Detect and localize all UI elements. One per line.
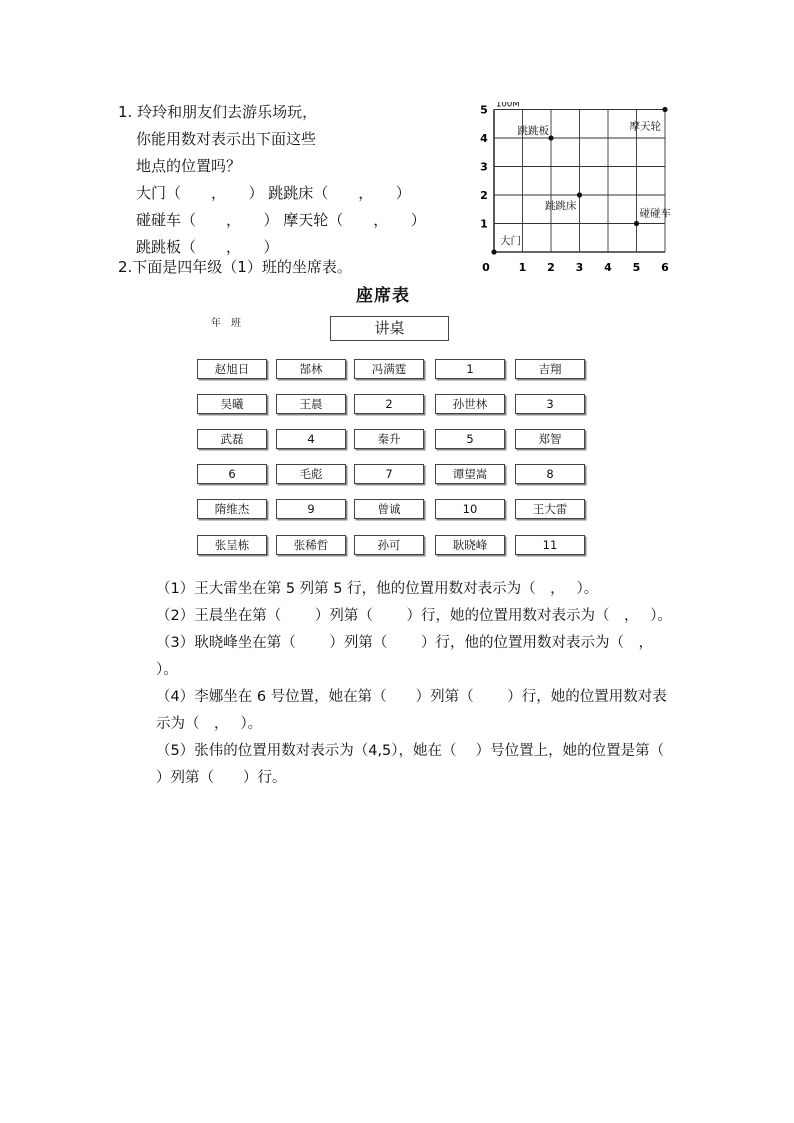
place-point	[577, 192, 582, 197]
seat-cell: 11	[515, 535, 585, 555]
place-label: 跳跳床	[545, 200, 577, 212]
x-tick-label: 6	[661, 261, 669, 274]
seat-cell: 5	[435, 429, 505, 449]
seat-chart-title: 座席表	[356, 286, 410, 306]
seat-cell: 3	[515, 394, 585, 414]
place-label: 碰碰车	[639, 207, 671, 220]
x-tick-label: 3	[575, 261, 584, 274]
sub-question: （4）李娜坐在 6 号位置，她在第（ ）列第（ ）行，她的位置用数对表示为（ ， ）。	[156, 689, 667, 732]
x-tick-label: 2	[547, 261, 555, 274]
x-tick-label: 1	[518, 261, 527, 274]
place-label: 跳跳板	[517, 125, 549, 137]
seat-cell: 毛彪	[276, 464, 346, 484]
x-tick-label: 0	[482, 261, 490, 274]
q1-line: 大门（ ， ） 跳跳床（ ， ）	[136, 184, 411, 202]
sub-question: （2）王晨坐在第（ ）列第（ ）行，她的位置用数对表示为（ ， ）。	[156, 608, 673, 624]
seat-cell: 冯满霆	[354, 359, 424, 379]
seat-cell: 10	[435, 499, 505, 519]
y-tick-label: 4	[480, 132, 488, 145]
q1-line: 碰碰车（ ， ） 摩天轮（ ， ）	[136, 211, 426, 229]
seat-cell: 2	[354, 394, 424, 414]
place-label: 大门	[500, 235, 521, 247]
seat-cell: 赵旭日	[197, 359, 267, 379]
q1-line: 地点的位置吗？	[136, 157, 242, 175]
place-point	[634, 221, 639, 226]
x-tick-label: 4	[604, 261, 612, 274]
seat-cell: 郑智	[515, 429, 585, 449]
sub-question: （3）耿晓峰坐在第（ ）列第（ ）行，他的位置用数对表示为（ ， ）。	[156, 635, 665, 678]
q1-line: 跳跳板（ ， ）	[136, 238, 279, 256]
question-1	[118, 99, 426, 261]
seat-cell: 耿晓峰	[435, 535, 505, 555]
seat-cell: 王大雷	[515, 499, 585, 519]
teacher-desk: 讲桌	[330, 316, 449, 341]
y-tick-label: 1	[480, 217, 488, 231]
seat-cell: 吴曦	[197, 394, 267, 414]
seat-cell: 秦升	[354, 429, 424, 449]
seat-cell: 6	[197, 464, 267, 484]
y-tick-label: 5	[480, 103, 488, 117]
seat-cell: 武磊	[197, 429, 267, 449]
seat-cell: 孙世林	[435, 394, 505, 414]
seat-cell: 郜林	[276, 359, 346, 379]
q1-line: 1. 玲玲和朋友们去游乐场玩，	[118, 103, 318, 121]
seat-cell: 4	[276, 429, 346, 449]
seat-cell: 曾诚	[354, 499, 424, 519]
seat-cell: 张呈栋	[197, 535, 267, 555]
sub-questions	[156, 576, 684, 792]
question-2-title: 2.下面是四年级（1）班的坐席表。	[118, 258, 352, 276]
seat-cell: 8	[515, 464, 585, 484]
seat-cell: 9	[276, 499, 346, 519]
seat-cell: 隋维杰	[197, 499, 267, 519]
seat-cell: 吉翔	[515, 359, 585, 379]
q1-line: 你能用数对表示出下面这些	[136, 130, 317, 148]
place-point	[662, 107, 667, 112]
sub-question: （5）张伟的位置用数对表示为（4,5），她在（ ）号位置上，她的位置是第（ ）列第（ ）行。	[156, 743, 684, 786]
park-map	[468, 102, 688, 277]
seat-cell: 1	[435, 359, 505, 379]
seat-cell: 孙可	[354, 535, 424, 555]
y-tick-label: 3	[480, 160, 488, 174]
park-map-svg	[468, 102, 688, 277]
seat-cell: 谭望嵩	[435, 464, 505, 484]
seat-cell: 王晨	[276, 394, 346, 414]
y-tick-label: 2	[480, 189, 488, 202]
place-point	[548, 135, 553, 140]
place-point	[491, 249, 496, 254]
x-tick-label: 5	[632, 261, 641, 274]
sub-question: （1）王大雷坐在第 5 列第 5 行，他的位置用数对表示为（ ， ）。	[156, 581, 599, 597]
seat-cell: 张稀哲	[276, 535, 346, 555]
seat-cell: 7	[354, 464, 424, 484]
place-label: 摩天轮	[629, 120, 661, 133]
grade-class-label: 年 班	[211, 318, 241, 329]
unit-label: 100M	[496, 102, 520, 110]
